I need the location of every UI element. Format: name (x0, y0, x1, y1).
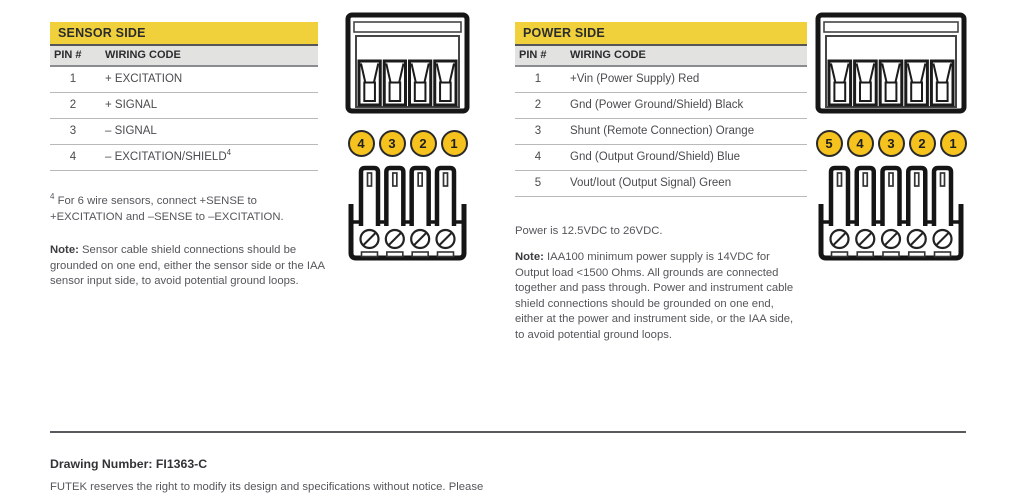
pin-column-header: PIN # (519, 49, 547, 61)
wiring-code: + SIGNAL (105, 99, 158, 111)
pin-number-circle: 4 (348, 130, 375, 157)
table-row (515, 171, 807, 197)
sensor-pin-numbers (348, 130, 468, 157)
wiring-code: Shunt (Remote Connection) Orange (570, 125, 755, 137)
power-pin-numbers (816, 130, 967, 157)
pin-number: 1 (69, 73, 77, 85)
power-note (515, 250, 805, 343)
wiring-code: – SIGNAL (105, 125, 157, 137)
note-label: Note: (515, 251, 544, 263)
pin-number: 3 (69, 125, 77, 137)
table-row (50, 145, 318, 171)
pin-number: 4 (69, 151, 77, 163)
pin-number-circle: 2 (909, 130, 936, 157)
pin-number: 4 (534, 151, 542, 163)
table-row (50, 67, 318, 93)
sensor-table-header (50, 46, 318, 67)
pin-number: 5 (534, 177, 542, 189)
table-row (515, 67, 807, 93)
drawing-number: Drawing Number: FI1363-C (50, 457, 208, 471)
power-side-table (515, 22, 807, 197)
wiring-code: – EXCITATION/SHIELD$^4$ (105, 148, 232, 163)
pin-number-circle: 5 (816, 130, 843, 157)
wiring-code: Gnd (Power Ground/Shield) Black (570, 99, 744, 111)
wiring-code: + EXCITATION (105, 73, 183, 85)
table-row (515, 119, 807, 145)
wiring-code: Vout/Iout (Output Signal) Green (570, 177, 732, 189)
sensor-table-rows (50, 67, 318, 171)
terminal-plug-illustration (815, 164, 967, 268)
pin-number: 2 (69, 99, 77, 111)
pin-number-circle: 4 (847, 130, 874, 157)
note-text: IAA100 minimum power supply is 14VDC for Output load <1500 Ohms. All grounds are connected together and pass through. Power and instrument cable shield connections should be grounded on one end, either at the power and instrument side, or the IAA side, to avoid potential ground loops. (515, 251, 794, 341)
power-range-text: Power is 12.5VDC to 26VDC. (515, 225, 663, 237)
terminal-plug-illustration (345, 164, 470, 268)
sensor-side-table (50, 22, 318, 171)
footer-disclaimer: FUTEK reserves the right to modify its design and specifications without notice. Please (50, 481, 484, 493)
sensor-footnote (50, 194, 326, 225)
power-table-rows (515, 67, 807, 197)
wiring-code: +Vin (Power Supply) Red (570, 73, 700, 85)
wiring-code-column-header: WIRING CODE (570, 49, 646, 61)
footer-divider (50, 431, 966, 433)
sensor-connector-diagram (345, 12, 470, 268)
pin-number-circle: 1 (441, 130, 468, 157)
table-row (515, 93, 807, 119)
power-side-title: POWER SIDE (515, 22, 807, 46)
pin-number-circle: 3 (878, 130, 905, 157)
pin-number: 2 (534, 99, 542, 111)
pin-number-circle: 2 (410, 130, 437, 157)
pin-number-circle: 3 (379, 130, 406, 157)
pin-number-circle: 1 (940, 130, 967, 157)
footnote-text: For 6 wire sensors, connect +SENSE to +EXCITATION and –SENSE to –EXCITATION. (50, 195, 284, 223)
table-row (50, 93, 318, 119)
wiring-code-column-header: WIRING CODE (105, 49, 181, 61)
sensor-side-title: SENSOR SIDE (50, 22, 318, 46)
footnote-marker: 4 (50, 192, 55, 202)
sensor-note (50, 243, 326, 290)
terminal-block-header-illustration (815, 12, 967, 123)
pin-number: 3 (534, 125, 542, 137)
pin-number: 1 (534, 73, 542, 85)
note-text: Sensor cable shield connections should be grounded on one end, either the sensor side or the IAA sensor input side, to avoid potential ground loops. (50, 244, 325, 288)
note-label: Note: (50, 244, 79, 256)
pin-column-header: PIN # (54, 49, 82, 61)
terminal-block-header-illustration (345, 12, 470, 123)
wiring-code: Gnd (Output Ground/Shield) Blue (570, 151, 741, 163)
table-row (515, 145, 807, 171)
power-table-header (515, 46, 807, 67)
power-connector-diagram (815, 12, 967, 268)
table-row (50, 119, 318, 145)
